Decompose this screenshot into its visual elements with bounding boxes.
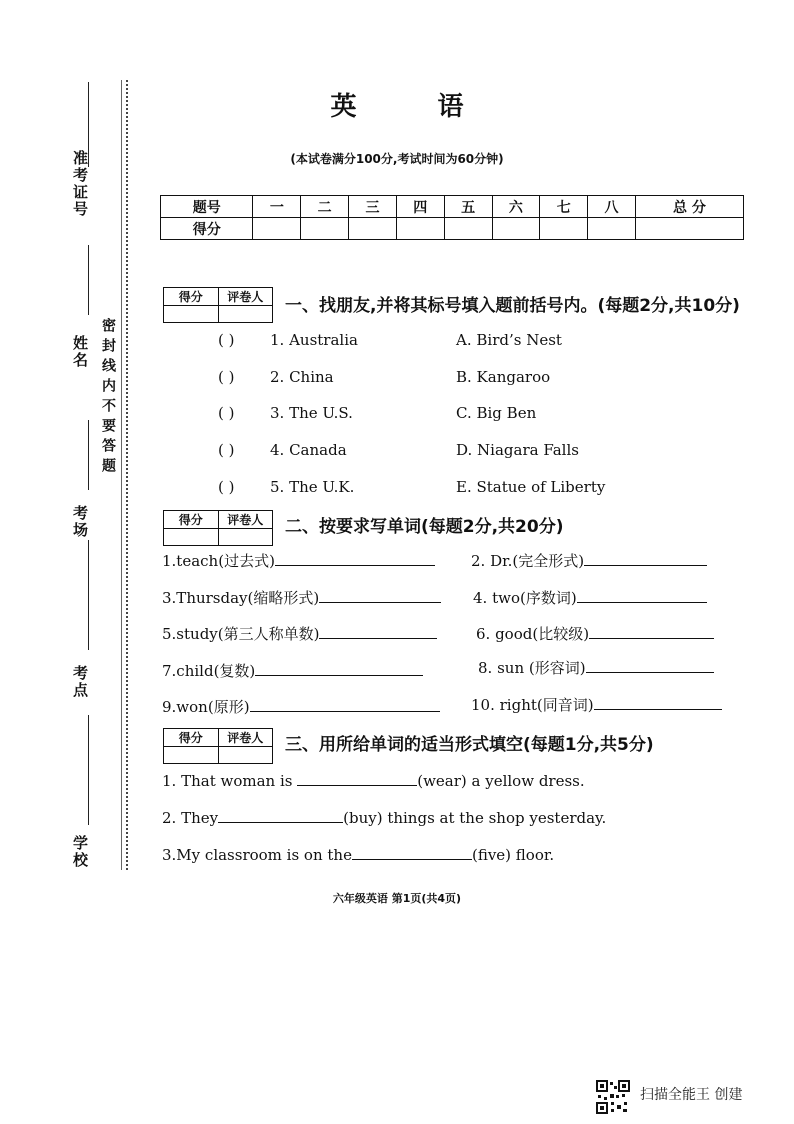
word-question-prompt: 5.study(第三人称单数)	[162, 625, 320, 643]
fill-question-before: 2. They	[162, 809, 219, 827]
word-question-prompt: 3.Thursday(缩略形式)	[162, 589, 320, 607]
grader-name-label: 评卷人	[218, 729, 273, 747]
word-question	[162, 623, 437, 644]
match-item-left: 1. Australia	[270, 331, 358, 349]
grader-score-label: 得分	[164, 511, 219, 529]
fill-question-before: 1. That woman is	[162, 772, 298, 790]
answer-blank[interactable]	[586, 658, 714, 673]
match-item-right: A. Bird’s Nest	[456, 331, 562, 349]
answer-blank[interactable]	[319, 588, 441, 603]
section3-heading: 三、用所给单词的适当形式填空(每题1分,共5分)	[285, 735, 654, 755]
score-header-cell: 题号	[161, 196, 253, 218]
score-header-cell: 五	[444, 196, 492, 218]
word-question	[471, 694, 722, 715]
word-question	[471, 550, 707, 571]
score-header-cell: 七	[540, 196, 588, 218]
answer-blank[interactable]	[594, 695, 722, 710]
fill-question	[162, 845, 554, 864]
score-cell[interactable]	[396, 218, 444, 240]
match-item-left: 2. China	[270, 368, 334, 386]
word-question	[162, 696, 440, 717]
answer-bracket[interactable]: ( )	[218, 441, 235, 459]
score-table-header-row	[161, 196, 744, 218]
word-question	[473, 587, 707, 608]
grader-score-label: 得分	[164, 288, 219, 306]
word-question-prompt: 10. right(同音词)	[471, 696, 594, 714]
score-header-cell: 二	[301, 196, 349, 218]
admission-number-label: 准考证号	[71, 150, 89, 218]
word-question	[162, 587, 441, 608]
answer-blank[interactable]	[255, 661, 423, 676]
seal-notice: 密封线内不要答题	[100, 318, 116, 478]
answer-blank[interactable]	[297, 771, 417, 786]
answer-blank[interactable]	[589, 624, 714, 639]
score-cell[interactable]	[349, 218, 397, 240]
exam-room-label: 考场	[71, 505, 89, 539]
exam-subtitle: (本试卷满分100分,考试时间为60分钟)	[290, 152, 504, 166]
score-header-cell: 六	[492, 196, 540, 218]
section1-grader-box	[163, 287, 273, 323]
score-cell[interactable]	[588, 218, 636, 240]
name-label: 姓名	[71, 335, 89, 369]
fill-question-after: (buy) things at the shop yesterday.	[343, 809, 607, 827]
match-item-left: 4. Canada	[270, 441, 347, 459]
fill-question-after: (five) floor.	[471, 846, 555, 864]
grader-name-cell[interactable]	[218, 747, 273, 764]
answer-blank[interactable]	[218, 808, 343, 823]
fill-question-after: (wear) a yellow dress.	[417, 772, 585, 790]
word-question	[162, 660, 423, 681]
score-header-cell: 一	[253, 196, 301, 218]
word-question-prompt: 4. two(序数词)	[473, 589, 577, 607]
school-underline	[88, 715, 89, 825]
word-question	[478, 657, 714, 678]
answer-bracket[interactable]: ( )	[218, 478, 235, 496]
score-cell[interactable]	[492, 218, 540, 240]
match-item-right: E. Statue of Liberty	[456, 478, 606, 496]
grader-score-label: 得分	[164, 729, 219, 747]
grader-score-cell[interactable]	[164, 747, 219, 764]
match-item-left: 5. The U.K.	[270, 478, 355, 496]
grader-name-cell[interactable]	[218, 306, 273, 323]
word-question	[162, 550, 435, 571]
section2-grader-box	[163, 510, 273, 546]
word-question-prompt: 7.child(复数)	[162, 662, 256, 680]
score-header-cell: 八	[588, 196, 636, 218]
answer-blank[interactable]	[577, 588, 707, 603]
word-question-prompt: 8. sun (形容词)	[478, 659, 586, 677]
site-underline	[88, 540, 89, 650]
fill-question	[162, 771, 585, 790]
exam-site-label: 考点	[71, 665, 89, 699]
answer-blank[interactable]	[319, 624, 437, 639]
section2-heading: 二、按要求写单词(每题2分,共20分)	[285, 517, 564, 537]
binding-line	[126, 80, 128, 870]
score-cell[interactable]	[301, 218, 349, 240]
score-table	[160, 195, 744, 240]
score-cell[interactable]	[635, 218, 743, 240]
score-cell[interactable]	[540, 218, 588, 240]
grader-name-cell[interactable]	[218, 529, 273, 546]
score-cell[interactable]	[253, 218, 301, 240]
score-header-cell: 四	[396, 196, 444, 218]
fill-question	[162, 808, 606, 827]
score-cell[interactable]	[444, 218, 492, 240]
qr-code-icon	[596, 1080, 630, 1114]
score-header-cell: 总 分	[635, 196, 743, 218]
word-question	[476, 623, 714, 644]
name-underline	[88, 245, 89, 315]
answer-blank[interactable]	[352, 845, 472, 860]
answer-bracket[interactable]: ( )	[218, 368, 235, 386]
fill-question-before: 3.My classroom is on the	[162, 846, 352, 864]
scanner-watermark: 扫描全能王 创建	[640, 1087, 743, 1103]
word-question-prompt: 9.won(原形)	[162, 698, 250, 716]
grader-name-label: 评卷人	[218, 288, 273, 306]
answer-blank[interactable]	[250, 697, 440, 712]
match-item-right: B. Kangaroo	[456, 368, 551, 386]
grader-score-cell[interactable]	[164, 306, 219, 323]
word-question-prompt: 1.teach(过去式)	[162, 552, 275, 570]
binding-border	[121, 80, 122, 870]
section3-grader-box	[163, 728, 273, 764]
match-item-left: 3. The U.S.	[270, 404, 353, 422]
room-underline	[88, 420, 89, 490]
page-footer: 六年级英语 第1页(共4页)	[332, 892, 462, 905]
score-row-label: 得分	[161, 218, 253, 240]
score-header-cell: 三	[349, 196, 397, 218]
section1-heading: 一、找朋友,并将其标号填入题前括号内。(每题2分,共10分)	[285, 296, 740, 316]
answer-bracket[interactable]: ( )	[218, 404, 235, 422]
school-label: 学校	[71, 835, 89, 869]
answer-blank[interactable]	[584, 551, 707, 566]
match-item-right: C. Big Ben	[456, 404, 537, 422]
grader-score-cell[interactable]	[164, 529, 219, 546]
answer-blank[interactable]	[275, 551, 435, 566]
answer-bracket[interactable]: ( )	[218, 331, 235, 349]
grader-name-label: 评卷人	[218, 511, 273, 529]
exam-title: 英 语	[330, 92, 500, 122]
word-question-prompt: 2. Dr.(完全形式)	[471, 552, 585, 570]
score-table-score-row	[161, 218, 744, 240]
match-item-right: D. Niagara Falls	[456, 441, 579, 459]
word-question-prompt: 6. good(比较级)	[476, 625, 590, 643]
